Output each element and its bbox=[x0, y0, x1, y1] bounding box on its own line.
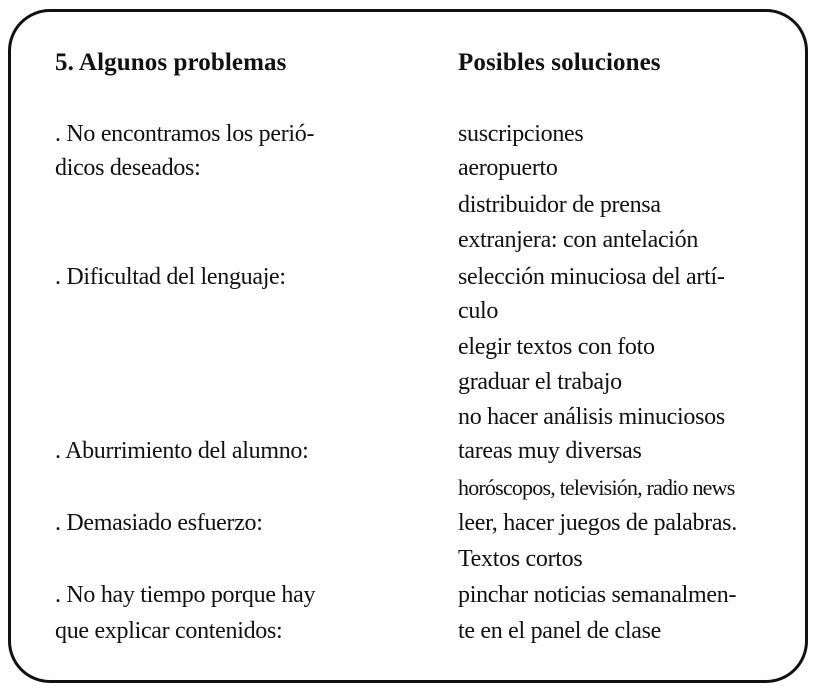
problem-line: . No hay tiempo porque hay bbox=[55, 582, 316, 608]
problem-line: . Demasiado esfuerzo: bbox=[55, 510, 263, 536]
problem-line: . Dificultad del lenguaje: bbox=[55, 264, 286, 290]
solution-line: suscripciones bbox=[458, 121, 584, 147]
solution-line: culo bbox=[458, 298, 499, 324]
solution-line: no hacer análisis minuciosos bbox=[458, 404, 725, 430]
problem-line: dicos deseados: bbox=[55, 155, 201, 181]
problem-line: . No encontramos los perió- bbox=[55, 121, 315, 147]
solution-line: pinchar noticias semanalmen- bbox=[458, 582, 737, 608]
solution-line: aeropuerto bbox=[458, 155, 558, 181]
solutions-heading: Posibles soluciones bbox=[458, 49, 661, 76]
solution-line: leer, hacer juegos de palabras. bbox=[458, 510, 737, 536]
solution-line: elegir textos con foto bbox=[458, 334, 655, 360]
solution-line: selección minuciosa del artí- bbox=[458, 264, 725, 290]
solution-line: horóscopos, televisión, radio news bbox=[458, 475, 735, 500]
solution-line: extranjera: con antelación bbox=[458, 227, 699, 253]
solution-line: te en el panel de clase bbox=[458, 618, 661, 644]
problem-line: que explicar contenidos: bbox=[55, 618, 283, 644]
solution-line: distribuidor de prensa bbox=[458, 192, 661, 218]
solution-line: tareas muy diversas bbox=[458, 438, 642, 464]
solution-line: graduar el trabajo bbox=[458, 369, 622, 395]
problems-heading: 5. Algunos problemas bbox=[55, 49, 287, 76]
problem-line: . Aburrimiento del alumno: bbox=[55, 438, 309, 464]
solution-line: Textos cortos bbox=[458, 546, 583, 572]
